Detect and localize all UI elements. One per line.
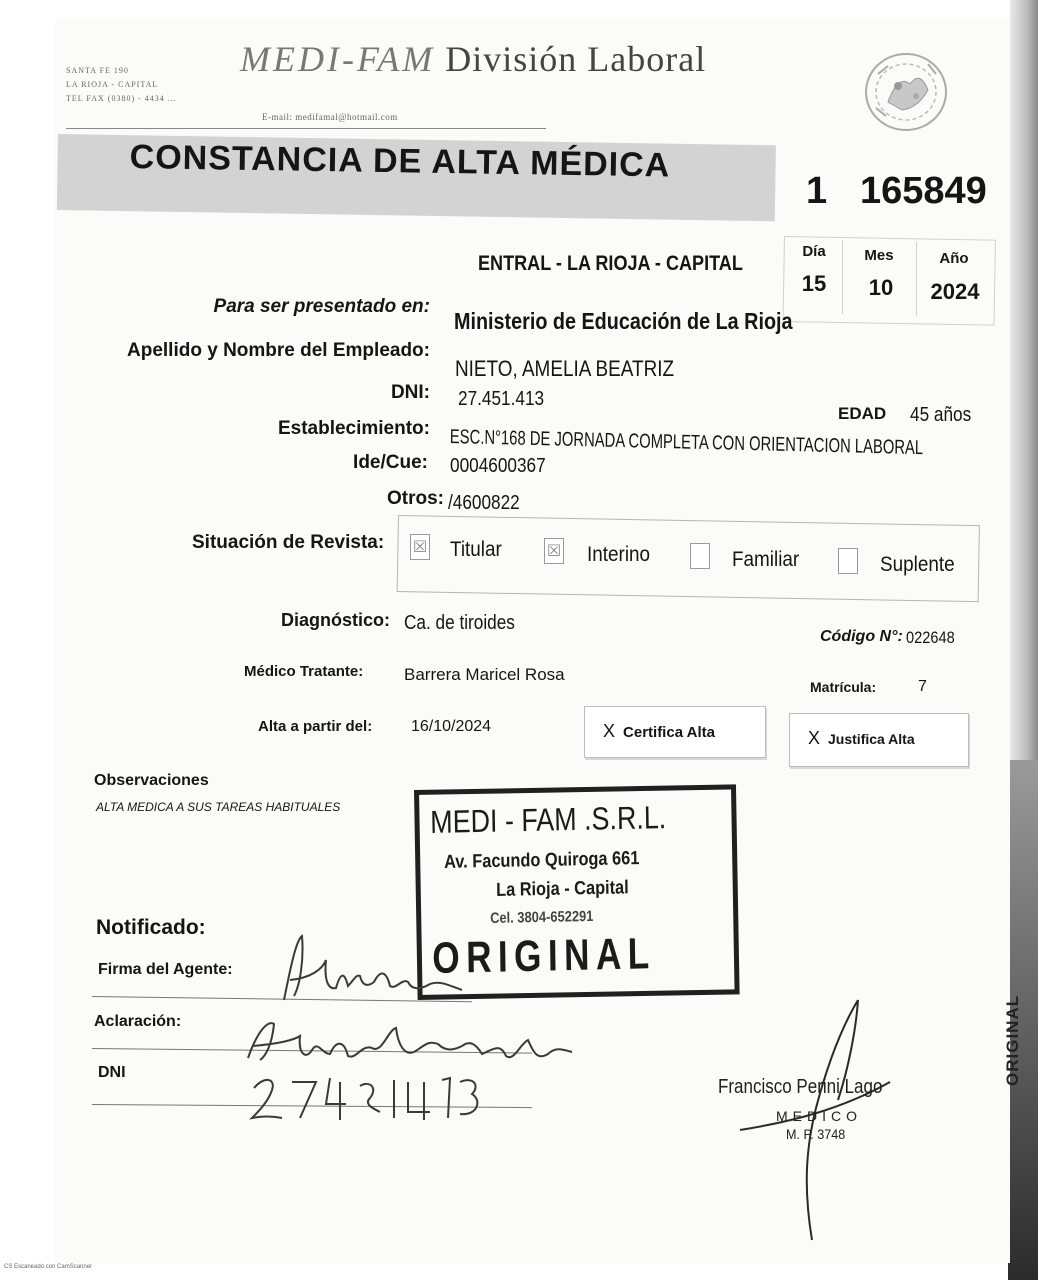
alta-label: Alta a partir del: xyxy=(258,718,373,735)
year-value: 2024 xyxy=(930,279,980,304)
certifica-mark: X xyxy=(603,721,616,741)
revista-label: Situación de Revista: xyxy=(192,532,385,553)
familiar-label: Familiar xyxy=(732,548,800,571)
medico-label: Médico Tratante: xyxy=(244,663,364,680)
original-vertical-label: ORIGINAL xyxy=(1003,994,1022,1086)
scan-footer-note: CS Escaneado con CamScanner xyxy=(4,1264,93,1270)
diagnostico-label: Diagnóstico: xyxy=(280,610,390,630)
presentar-value: Ministerio de Educación de La Rioja xyxy=(454,308,793,334)
idecue-value: 0004600367 xyxy=(450,455,546,477)
dni-sign-label: DNI xyxy=(98,1064,126,1081)
seal-emblem-icon xyxy=(858,44,954,136)
justifica-alta-box[interactable] xyxy=(789,713,969,767)
interino-checkbox[interactable]: ☒ xyxy=(544,538,564,564)
codigo-label: Código N°: xyxy=(820,628,903,645)
day-label: Día xyxy=(802,243,826,260)
agent-signature-handwriting xyxy=(270,930,470,1010)
brand-division: División Laboral xyxy=(445,39,707,79)
dni-handwriting xyxy=(246,1068,486,1128)
empleado-value: NIETO, AMELIA BEATRIZ xyxy=(455,356,675,381)
establecimiento-label: Establecimiento: xyxy=(277,418,430,439)
email-line: E-mail: medifamal@hotmail.com xyxy=(262,112,398,122)
matricula-label: Matrícula: xyxy=(810,679,877,695)
month-label: Mes xyxy=(864,247,894,264)
alta-value: 16/10/2024 xyxy=(411,718,492,735)
address-line-1: SANTA FE 190 xyxy=(66,66,129,75)
familiar-checkbox[interactable] xyxy=(690,543,710,569)
observaciones-text: ALTA MEDICA A SUS TAREAS HABITUALES xyxy=(96,800,341,814)
year-label: Año xyxy=(939,250,969,267)
address-line-3: TEL FAX (0380) - 4434 ... xyxy=(66,94,177,103)
stamp-line-4: Cel. 3804-652291 xyxy=(490,907,594,927)
suplente-checkbox[interactable] xyxy=(838,548,858,574)
titular-checkbox[interactable]: ☒ xyxy=(410,534,430,560)
idecue-label: Ide/Cue: xyxy=(353,452,428,473)
stamp-line-1: MEDI - FAM .S.R.L. xyxy=(430,799,667,840)
serial-prefix: 1 xyxy=(806,170,828,212)
address-line-2: LA RIOJA - CAPITAL xyxy=(66,80,159,89)
otros-label: Otros: xyxy=(387,488,444,509)
justifica-mark: X xyxy=(808,728,821,748)
stamp-line-2: Av. Facundo Quiroga 661 xyxy=(444,848,640,873)
empleado-label: Apellido y Nombre del Empleado: xyxy=(127,340,430,361)
serial-number: 165849 xyxy=(860,170,987,212)
edad-value: 45 años xyxy=(910,404,972,426)
aclaracion-label: Aclaración: xyxy=(94,1013,182,1030)
dni-value: 27.451.413 xyxy=(458,388,545,410)
month-value: 10 xyxy=(868,275,894,300)
day-value: 15 xyxy=(801,271,827,296)
location-text: ENTRAL - LA RIOJA - CAPITAL xyxy=(478,252,743,275)
interino-label: Interino xyxy=(587,543,651,566)
document-title: CONSTANCIA DE ALTA MÉDICA xyxy=(129,138,671,185)
doctor-title: MEDICO xyxy=(776,1108,862,1124)
codigo-value: 022648 xyxy=(906,628,955,647)
titular-label: Titular xyxy=(450,538,502,561)
certifica-alta-box[interactable] xyxy=(584,706,766,758)
notificado-label: Notificado: xyxy=(96,916,206,939)
suplente-label: Suplente xyxy=(880,553,955,576)
edad-label: EDAD xyxy=(838,404,887,423)
otros-value: /4600822 xyxy=(448,492,520,514)
justifica-label: Justifica Alta xyxy=(828,731,915,747)
brand-italic: MEDI-FAM xyxy=(240,39,436,79)
diagnostico-value: Ca. de tiroides xyxy=(404,612,515,634)
date-divider-2 xyxy=(916,242,917,316)
medico-value: Barrera Maricel Rosa xyxy=(404,665,565,684)
observaciones-label: Observaciones xyxy=(94,772,209,789)
certifica-label: Certifica Alta xyxy=(623,724,715,741)
dni-label: DNI: xyxy=(390,382,430,403)
brand-heading xyxy=(240,38,706,80)
doctor-mp: M. P. 3748 xyxy=(786,1126,846,1142)
establecimiento-value: ESC.N°168 DE JORNADA COMPLETA CON ORIENTACION LABORAL xyxy=(449,426,924,460)
presentar-label: Para ser presentado en: xyxy=(213,296,430,317)
firma-label: Firma del Agente: xyxy=(98,961,233,978)
header-rule xyxy=(66,128,546,129)
doctor-name: Francisco Perini Lago xyxy=(718,1076,883,1098)
stamp-line-3: La Rioja - Capital xyxy=(496,877,629,901)
matricula-value: 7 xyxy=(918,678,927,695)
stamp-line-5: ORIGINAL xyxy=(432,929,656,983)
